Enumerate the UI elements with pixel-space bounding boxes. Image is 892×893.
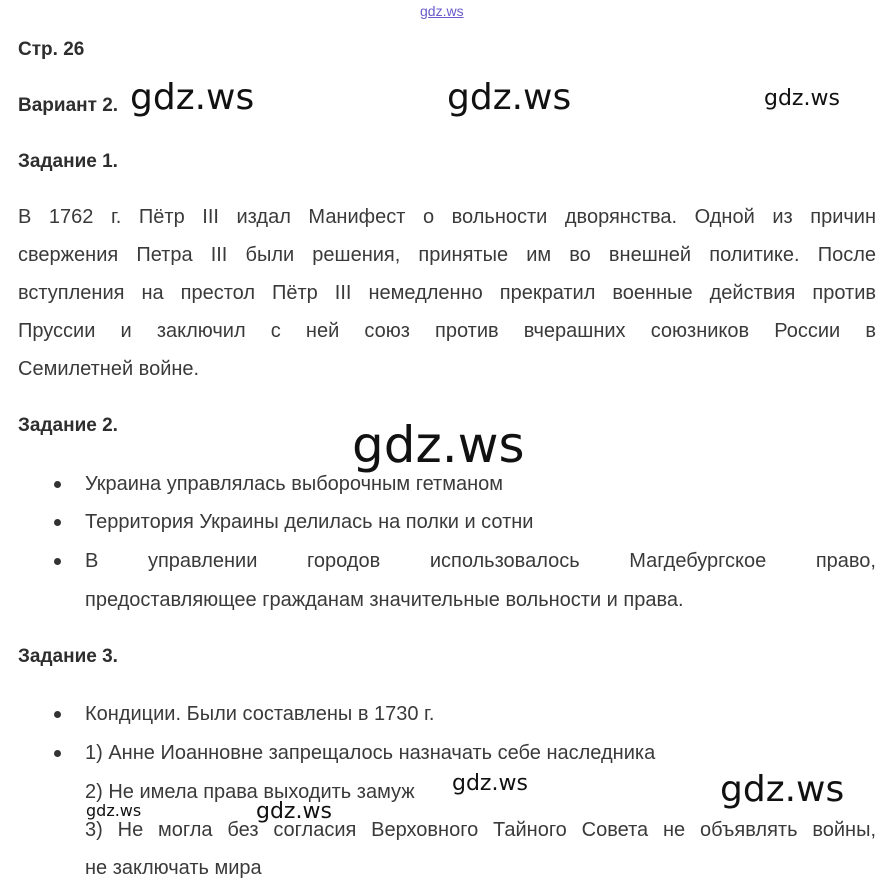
watermark: gdz.ws	[452, 771, 528, 796]
task3-bullet-1: Кондиции. Были составлены в 1730 г.	[85, 703, 435, 725]
watermark: gdz.ws	[720, 769, 845, 810]
task3-bullet-2-line-2: 2) Не имела права выходить замуж	[85, 781, 415, 803]
page-reference: Стр. 26	[18, 39, 85, 60]
watermark: gdz.ws	[256, 799, 332, 824]
bullet-marker	[54, 558, 61, 565]
task1-heading: Задание 1.	[18, 151, 118, 172]
task1-line-3: вступления на престол Пётр III немедленно прекратил военные действия против	[18, 282, 876, 304]
task2-bullet-3-line-2: предоставляющее гражданам значительные вольности и права.	[85, 589, 684, 611]
watermark: gdz.ws	[764, 86, 840, 111]
variant-heading: Вариант 2.	[18, 95, 119, 116]
task3-bullet-2-line-1: 1) Анне Иоанновне запрещалось назначать себе наследника	[85, 742, 656, 764]
task2-bullet-3-line-1: В управлении городов использовалось Магдебургское право,	[85, 550, 876, 572]
task2-bullet-1: Украина управлялась выборочным гетманом	[85, 473, 504, 495]
bullet-marker	[54, 481, 61, 488]
bullet-marker	[54, 750, 61, 757]
bullet-marker	[54, 711, 61, 718]
task3-heading: Задание 3.	[18, 646, 118, 667]
watermark: gdz.ws	[86, 801, 142, 820]
watermark-top-link[interactable]: gdz.ws	[420, 3, 464, 19]
task2-heading: Задание 2.	[18, 415, 118, 436]
task1-line-5: Семилетней войне.	[18, 358, 200, 380]
bullet-marker	[54, 519, 61, 526]
task3-bullet-2-line-4: не заключать мира	[85, 857, 262, 879]
task1-line-1: В 1762 г. Пётр III издал Манифест о вольности дворянства. Одной из причин	[18, 206, 876, 228]
watermark: gdz.ws	[447, 77, 572, 118]
task3-bullet-2-line-3: 3) Не могла без согласия Верховного Тайного Совета не объявлять войны,	[85, 819, 876, 841]
task1-line-2: свержения Петра III были решения, принятые им во внешней политике. После	[18, 244, 876, 266]
watermark: gdz.ws	[352, 416, 525, 474]
task2-bullet-2: Территория Украины делилась на полки и сотни	[85, 511, 534, 533]
watermark: gdz.ws	[130, 77, 255, 118]
task1-line-4: Пруссии и заключил с ней союз против вчерашних союзников России в	[18, 320, 876, 342]
